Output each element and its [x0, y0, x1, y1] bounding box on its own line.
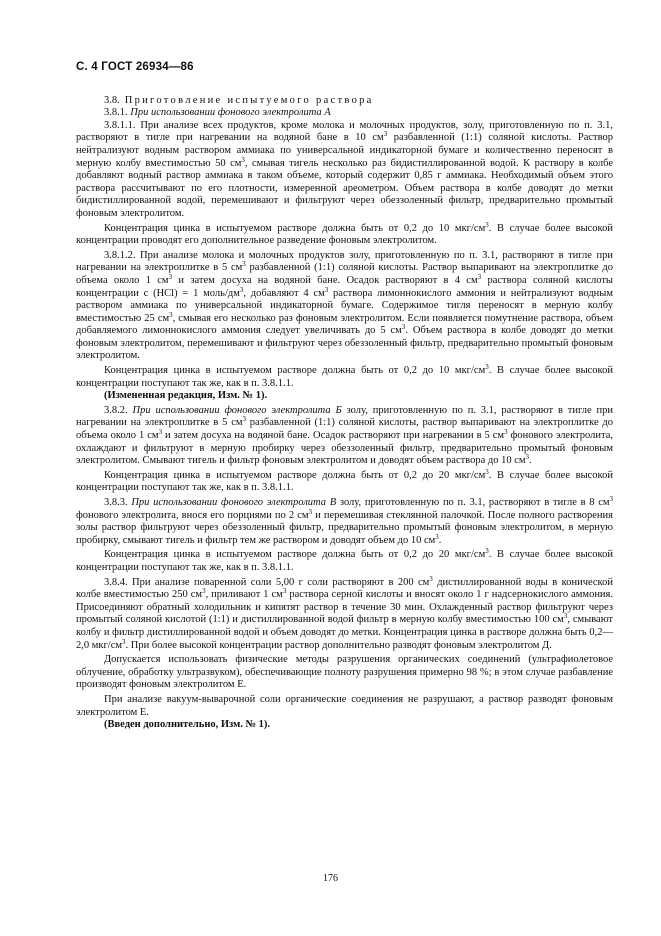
clause-italic-title: При использовании фонового электролита В: [131, 497, 337, 508]
paragraph-3-8-3-concentration: Концентрация цинка в испытуемом растворе должна быть от 0,2 до 20 мкг/$см^3$. В случае более высокой концентрации поступают так же, как в п. 3.8.1.1.: [76, 547, 613, 573]
paragraph-3-8-1-1-concentration: Концентрация цинка в испытуемом растворе должна быть от 0,2 до 10 мкг/$см^3$. В случае более высокой концентрации проводят его дополнительное разведение фоновым электролитом.: [76, 220, 613, 247]
section-title: Приготовление испытуемого раствора: [124, 94, 374, 106]
section-heading: [76, 95, 613, 108]
paragraph-3-8-2: [76, 405, 613, 468]
clause-number: 3.8.2.: [104, 404, 128, 416]
clause-number: 3.8.3.: [104, 497, 128, 508]
paragraph-3-8-1-1: 3.8.1.1. При анализе всех продуктов, кроме молока и молочных продуктов, золу, приготовленную по п. 3.1, растворяют в тигле при нагревании на водяной бане в 10 $см^3$ разбавленной (1:1) соляной кислоты. Раствор нейтрализуют водным раствором аммиака по универсальной индикаторной бумаге и количественно переносят в мерную колбу вместимостью 50 $см^3$, смывая тигель несколько раз бидистиллированной водой. К раствору в колбе добавляют водный раствор аммиака в таком объеме, который содержит 0,85 г аммиака. Необходимый объем этого раствора рассчитывают по его плотности, измеренной ареометром. Объем раствора в колбе доводят до метки бидистиллированной водой, перемешивают и фильтруют через обеззоленный фильтр, предварительно промытый фоновым электролитом.: [76, 119, 613, 219]
paragraph-3-8-4-vacuum-salt: При анализе вакуум-выварочной соли органические соединения не разрушают, а раствор разводят фоновым электролитом Е.: [76, 693, 613, 718]
paragraph-3-8-2-concentration: Концентрация цинка в испытуемом растворе должна быть от 0,2 до 20 мкг/$см^3$. В случае более высокой концентрации поступают так же, как в п. 3.8.1.1.: [76, 467, 613, 494]
paragraph-3-8-4: 3.8.4. При анализе поваренной соли 5,00 г соли растворяют в 200 $см^3$ дистиллированной воды в конической колбе вместимостью 250 $см^3$, приливают 1 $см^3$ раствора серной кислоты и вносят около 1 г надсернокислого аммония. Присоединяют обратный холодильник и кипятят раствор в течение 30 мин. Охлажденный раствор фильтруют через промытый соляной кислотой (1:1) и дистиллированной водой фильтр в мерную колбу вместимостью 100 $см^3$, смывают колбу и фильтр дистиллированной водой и объем доводят до метки. Концентрация цинка в растворе должна быть 0,2—2,0 мкг/$см^3$. При более высокой концентрации раствор дополнительно разводят фоновым электролитом Д.: [76, 574, 614, 651]
section-number: 3.8.: [104, 94, 120, 106]
paragraph-3-8-1-label: [76, 107, 613, 120]
clause-body: золу, приготовленную по п. 3.1, растворяют в тигле в 8 $см^3$ фонового электролита, внося его порциями по 2 $см^3$ и перемешивая стеклянной палочкой. После полного растворения золы раствор фильтруют через обеззоленный фильтр, предварительно промытый фоновым электролитом, в мерную пробирку, смывают тигель и фильтр тем же раствором и доводят объем до 10 $см^3$.: [76, 495, 614, 546]
clause-italic-title: При использовании фонового электролита А: [130, 107, 331, 119]
amendment-text: (Введен дополнительно, Изм. № 1).: [104, 719, 271, 731]
paragraph-3-8-1-2-concentration: Концентрация цинка в испытуемом растворе должна быть от 0,2 до 10 мкг/$см^3$. В случае более высокой концентрации поступают так же, как в п. 3.8.1.1.: [76, 363, 613, 389]
clause-number: 3.8.1.: [104, 107, 128, 119]
paragraph-3-8-1-2: 3.8.1.2. При анализе молока и молочных продуктов золу, приготовленную по п. 3.1, растворяют в тигле при нагревании на электроплитке в 5 $см^3$ разбавленной (1:1) соляной кислоты. Раствор выпаривают на электроплитке до объема около 1 $см^3$ и затем досуха на водяной бане. Осадок растворяют в 4 $см^3$ раствора соляной кислоты концентрации c (HCl) = 1 моль/$дм^3$, добавляют 4 $см^3$ раствора лимоннокислого аммония и нейтрализуют водным раствором аммиака по универсальной индикаторной бумаге. Содержимое тигля переносят в мерную колбу вместимостью 25 $см^3$, смывая его несколько раз фоновым электролитом. Если появляется помутнение раствора, объем добавляемого лимоннокислого аммония следует увеличивать до 5 $см^3$. Объем раствора в колбе доводят до метки фоновым электролитом, перемешивают и фильтруют через обеззоленный фильтр, предварительно промытый фоновым электролитом.: [76, 249, 613, 362]
paragraph-3-8-3: [76, 497, 613, 547]
paragraph-3-8-4-physical-methods: Допускается использовать физические методы разрушения органических соединений (ультрафиолетовое облучение, обработку ультразвуком), обеспечивающие полноту разрушения примерно 98 %; в этом случае разбавление производят фоновым электролитом Е.: [76, 654, 613, 691]
amendment-note-2: [76, 719, 613, 732]
page-number: 176: [323, 873, 338, 884]
amendment-note-1: [76, 390, 613, 403]
clause-italic-title: При использовании фонового электролита Б: [132, 404, 342, 416]
clause-body: золу, приготовленную по п. 3.1, растворяют в тигле при нагревании на электроплитке в 5 $см^3$ разбавленной (1:1) соляной кислоты, раствор выпаривают на электроплитке до объема около 1 $см^3$ и затем досуха на водяной бане. Осадок растворяют при нагревании в 5 $см^3$ фонового электролита, охлаждают и фильтруют в мерную пробирку через обеззоленный фильтр, предварительно промытый фоновым электролитом. Смывают тигель и фильтр фоновым электролитом и доводят объем раствора до 10 $см^3$.: [76, 404, 614, 467]
amendment-text: (Измененная редакция, Изм. № 1).: [104, 390, 268, 402]
page-header: С. 4 ГОСТ 26934—86: [76, 61, 194, 73]
